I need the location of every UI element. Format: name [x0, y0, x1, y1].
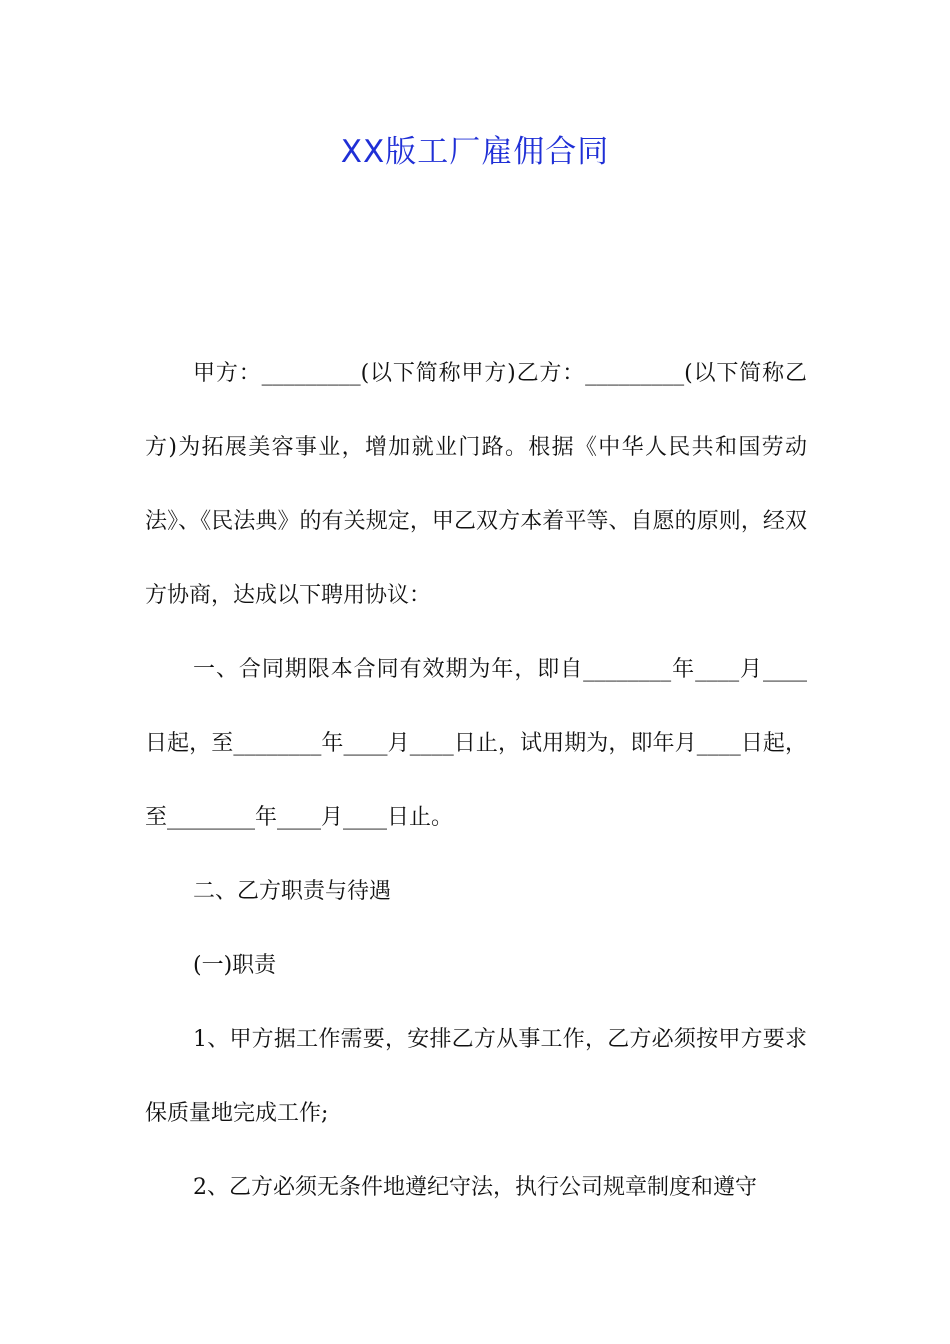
- paragraph-subsection-heading: (一)职责: [193, 953, 277, 978]
- paragraph-parties: 甲方：_________(以下简称甲方)乙方：_________(以下简称乙方)为拓展美容事业，增加就业门路。根据《中华人民共和国劳动法》、《民法典》的有关规定，甲乙双方本着平等、自愿的原则，经双方协商，达成以下聘用协议：: [145, 361, 807, 608]
- document-title: XX版工厂雇佣合同: [340, 134, 610, 170]
- paragraph-term: 一、合同期限本合同有效期为年，即自________年____月____日起，至________年____月____日止，试用期为，即年月____日起，至________年____月____日止。: [145, 657, 807, 830]
- document-body: [145, 337, 807, 1225]
- paragraph-section-heading: 二、乙方职责与待遇: [193, 879, 392, 904]
- paragraph-duty-2: 2、乙方必须无条件地遵纪守法，执行公司规章制度和遵守: [193, 1175, 757, 1200]
- paragraph-duty-1: 1、甲方据工作需要，安排乙方从事工作，乙方必须按甲方要求保质量地完成工作;: [145, 1027, 807, 1126]
